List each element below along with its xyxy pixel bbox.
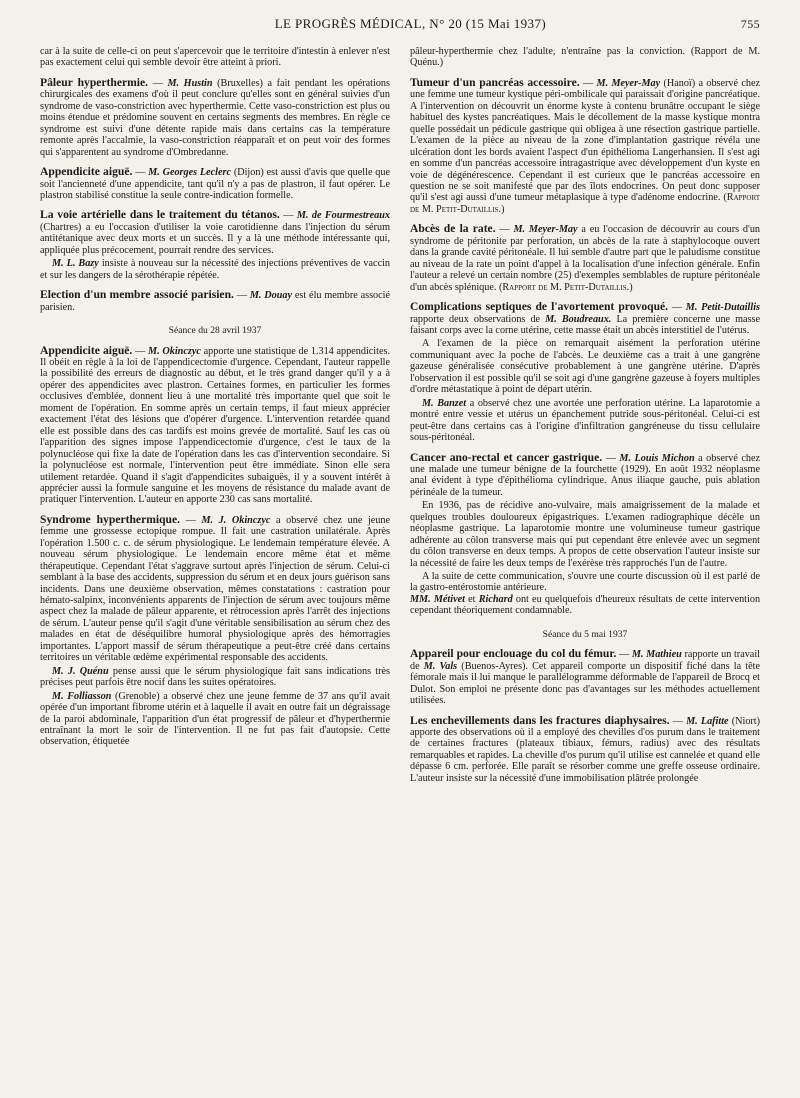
section-pancreas-accessoire: Tumeur d'un pancréas accessoire. — M. Meyer-May (Hanoï) a observé chez une femme une tumeur kystique péri-ombilicale qui paraissait d'origine pancréatique. A l'intervention on découvrit un énorme kyste à contenu brunâtre occupant le siège habituel des kystes pancréatiques. Mais le décollement de la masse kystique montra quelle possédait un pédicule gastrique qui obligea à une résection gastrique partielle. L'examen de la pièce au niveau de la zone d'implantation gastrique révéla une ulcération dont les bords avaient l'aspect d'un épithélioma Langerhansien. Il s'est agi en somme d'un pancréas accessoire intragastrique avec développement d'un kyste en voie de dégénérescence. Cependant il est curieux que le pancréas accessoire en question ne se soit manifesté que par des îlots endocrines. On peut donc supposer qu'il s'est agi aussi d'une tumeur métaplasique à type d'adénome endocrine. (Rapport de M. Petit-Dutaillis.) bbox=[410, 75, 761, 215]
page-header bbox=[40, 16, 760, 38]
section-avortement: Complications septiques de l'avortement provoqué. — M. Petit-Dutaillis rapporte deux observations de M. Boudreaux. La première concerne une masse faisant corps avec la corne utérine, cette masse était un abcès interstitiel de l'utérus. A l'examen de la pièce on remarquait aisément la perforation utérine communiquant avec la poche de l'abcès. Le deuxième cas a trait à une gangrène gazeuse généralisée consécutive probablement à une gangrène utérine. D'après l'observation il est possible qu'il se soit agi d'une gangrène gazeuse à foyers multiples d'ordre métastatique à point de départ utérin. M. Banzet a observé chez une avortée une perforation utérine. La laparotomie a montré entre vessie et utérus un épanchement putride sous-péritonéal. Celui-ci est peut-être dans certains cas à l'origine d'infiltration gangréneuse du tissu cellulaire sous-péritonéal. bbox=[410, 300, 761, 444]
author-name: M. J. Okinczyc bbox=[201, 514, 271, 526]
section-body: insiste à nouveau sur la nécessité des injections préventives de vaccin et sur les dangers de la sérothérapie répétée. bbox=[40, 258, 391, 281]
section-body: a observé chez une avortée une perforation utérine. La laparotomie a montré entre vessie et utérus un épanchement putride sous-péritonéal. Celui-ci est peut-être dans certains cas à l'origine d'infiltration gangréneuse du tissu cellulaire sous-péritonéal. bbox=[410, 397, 761, 444]
section-body: (Hanoï) a observé chez une femme une tumeur kystique péri-ombilicale qui paraissait d'origine pancréatique. A l'intervention on découvrit un énorme kyste à contenu brunâtre occupant le siège habituel des kystes pancréatiques. Mais le décollement de la masse kystique montra quelle possédait un pédicule gastrique qui obligea à une résection gastrique partielle. L'examen de la pièce au niveau de la zone d'implantation gastrique révéla une ulcération dont les bords avaient l'aspect d'un épithélioma Langerhansien. Il s'est agi en somme d'un pancréas accessoire intragastrique avec développement d'un kyste en voie de dégénérescence. Cependant il est curieux que le pancréas accessoire en question ne se soit manifesté que par des îlots endocrines. On peut donc supposer qu'il s'est agi aussi d'une tumeur métaplasique à type d'adénome endocrine. bbox=[410, 77, 761, 204]
section-body: (Chartres) a eu l'occasion d'utiliser la voie carotidienne dans l'injection du sérum antitétanique avec deux morts et un succès. Il y a là une méthode intéressante qui, appliquée plus précocement, pourrait rendre des services. bbox=[40, 221, 390, 256]
author-name: M. Vals bbox=[423, 660, 458, 672]
section-heading: Complications septiques de l'avortement provoqué. bbox=[410, 300, 669, 314]
section-enclouage-femur: Appareil pour enclouage du col du fémur. — M. Mathieu rapporte un travail de M. Vals (Buenos-Ayres). Cet appareil comporte un dispositif fiché dans la tête fémorale mais il lui manque le parallélogramme déformable de l'appareil de Brocq et Dulot. Son emploi ne présente donc pas d'avantages sur les méthodes actuellement utilisées. bbox=[410, 647, 761, 707]
section-appendicite-leclerc: Appendicite aiguë. — M. Georges Leclerc (Dijon) est aussi d'avis que quelle que soit l'ancienneté d'une appendicite, tant qu'il n'y a pas de plastron, il faut opérer. Le plastron stabilisé constitue la seule contre-indication formelle. bbox=[40, 165, 390, 201]
page-number: 755 bbox=[740, 17, 760, 31]
author-name: M. Douay bbox=[249, 290, 293, 302]
seance-date: Séance du 5 mai 1937 bbox=[542, 628, 628, 640]
author-name: M. Petit-Dutaillis bbox=[685, 302, 761, 314]
section-body: est élu membre associé parisien. bbox=[40, 290, 391, 313]
section-heading: Election d'un membre associé parisien. bbox=[40, 288, 234, 302]
section-heading: Appareil pour enclouage du col du fémur. bbox=[410, 647, 617, 661]
section-election: Election d'un membre associé parisien. — M. Douay est élu membre associé parisien. bbox=[40, 288, 391, 313]
report-note: (Rapport de M. Petit-Dutaillis.) bbox=[498, 281, 633, 293]
section-paleur-hyperthermie: Pâleur hyperthermie. — M. Hustin (Bruxelles) a fait pendant les opérations chirurgicales des examens d'où il peut conclure qu'elles sont en général suivies d'un syndrome de vaso-constriction avec hyperthermie. Cette vaso-constriction est plus ou moins étendue et prédomine souvent en certains segments des membres. En règle ce syndrome est suivi d'une détente rapide mais dans certains cas la température remonte après l'accalmie, la vaso-constriction réapparaît et on peut voir des formes qui s'apparentent au syndrome d'Ombredanne. bbox=[40, 75, 390, 158]
section-heading: Appendicite aiguë. bbox=[40, 165, 133, 179]
section-heading: Appendicite aiguë. bbox=[40, 343, 133, 357]
section-heading: Cancer ano-rectal et cancer gastrique. bbox=[410, 450, 603, 464]
section-body: et bbox=[468, 593, 476, 605]
continued-text: pâleur-hyperthermie chez l'adulte, n'entraîne pas la conviction. (Rapport de M. Quénu.) bbox=[410, 46, 760, 69]
section-body: En 1936, pas de récidive ano-vulvaire, mais amaigrissement de la malade et quelques troubles douloureux épigastriques. L'examen radiographique décèle un néoplasme gastrique. La laparotomie montre une volumineuse tumeur gastrique adhérente au côlon transverse mais qui put cependant être enlevée avec un segment du côlon transverse en deux temps. A propos de cette observation l'auteur insiste sur la nécessité de faire les deux temps de l'exérèse très rapprochés l'un de l'autre. bbox=[410, 500, 760, 569]
section-body: ont eu quelquefois d'heureux résultats de cette intervention cependant théoriquement condamnable. bbox=[410, 593, 761, 617]
section-heading: Syndrome hyperthermique. bbox=[40, 512, 181, 526]
report-note: (Rapport de M. Petit-Dutaillis.) bbox=[410, 192, 761, 215]
section-heading: Pâleur hyperthermie. bbox=[40, 75, 149, 89]
author-name: M. de Fourmestreaux bbox=[296, 210, 390, 222]
section-body: A la suite de cette communication, s'ouvre une courte discussion où il est parlé de la gastro-entérostomie antérieure. bbox=[410, 571, 760, 594]
author-name: M. Georges Leclerc bbox=[148, 167, 232, 179]
section-heading: Abcès de la rate. bbox=[410, 222, 496, 236]
seance-date: Séance du 28 avril 1937 bbox=[168, 325, 262, 337]
author-name: M. Mathieu bbox=[631, 649, 682, 661]
section-body: a eu l'occasion de découvrir au cours d'un syndrome de péritonite par perforation, un abcès de la rate à staphylocoque ouvert dans la grande cavité péritonéale. Il lui semble d'autre part que le paludisme constitue au niveau de la rate un point d'appel à la localisation d'une infection générale. Enfin l'auteur a relevé un certain nombre (25) d'exemples semblables de rupture péritonéale d'un abcès splénique. bbox=[410, 224, 761, 293]
section-body: (Dijon) est aussi d'avis que quelle que soit l'ancienneté d'une appendicite, tant qu'il n'y a pas de plastron, il faut opérer. Le plastron stabilisé constitue la seule contre-indication formelle. bbox=[40, 167, 390, 201]
section-body: A l'examen de la pièce on remarquait aisément la perforation utérine communiquant avec la poche de l'abcès. Le deuxième cas a trait à une gangrène gazeuse généralisée consécutive probablement à une gangrène utérine. D'après l'observation il est possible qu'il se soit agi d'une gangrène gazeuse à foyers multiples d'ordre métastatique à point de départ utérin. bbox=[410, 338, 760, 396]
section-body: (Niort) apporte des observations où il a employé des chevilles d'os purum dans le traitement de certaines fractures (plateaux tibiaux, fémurs, radius) avec des résultats remarquables et rapides. La cheville d'os purum qu'il utilise est cannelée et quand elle dépasse 6 cm. perforée. Elle paraît se résorber comme une greffe osseuse ordinaire. L'auteur insiste sur la nécessité d'une immobilisation plâtrée prolongée bbox=[410, 715, 761, 784]
author-name: M. L. Bazy bbox=[52, 258, 99, 270]
author-name: M. Louis Michon bbox=[619, 452, 695, 464]
author-name: M. Hustin bbox=[167, 77, 213, 89]
author-name: M. Meyer-May bbox=[513, 224, 578, 236]
section-abces-rate: Abcès de la rate. — M. Meyer-May a eu l'occasion de découvrir au cours d'un syndrome de péritonite par perforation, un abcès de la rate à staphylocoque ouvert dans la grande cavité péritonéale. Il lui semble d'autre part que le paludisme constitue au niveau de la rate un point d'appel à la localisation d'une infection générale. Enfin l'auteur a relevé un certain nombre (25) d'exemples semblables de rupture péritonéale d'un abcès splénique. (Rapport de M. Petit-Dutaillis.) bbox=[410, 222, 761, 293]
left-column bbox=[40, 46, 390, 784]
author-name: M. J. Quénu bbox=[52, 665, 109, 677]
author-name: M. Lafitte bbox=[686, 715, 729, 727]
section-body: La première concerne une masse faisant corps avec la corne utérine, cette masse était un abcès interstitiel de l'utérus. bbox=[410, 313, 761, 336]
two-column-body bbox=[40, 46, 760, 784]
author-name: M. Boudreaux. bbox=[545, 313, 612, 325]
author-name: Richard bbox=[478, 593, 513, 605]
section-syndrome-hyperthermique: Syndrome hyperthermique. — M. J. Okinczyc a observé chez une jeune femme une grossesse ectopique rompue. Il fait une castration unilatérale. Après l'opération 1.500 c. c. de sérum physiologique. Le lendemain température élevée. A nouveau sérum physiologique. Le lendemain encore même état et même thérapeutique. Cependant l'état s'aggrave surtout après l'injection de sérum. Celui-ci semblant à la base des accidents, suppression du sérum et en deux jours guérison sans incidents. Dans une deuxième observation, mêmes constatations : castration pour hémato-salpinx, inconvénients apparents de l'injection de sérum avec toujours même aspect chez la malade de pâleur apparente, et rétrocession après l'arrêt des injections de sérum. L'auteur pense qu'il s'agit d'une véritable sensibilisation au sérum chez des malades en état de déséquilibre humoral physiologique après des hémorragies importantes. L'apport massif de sérum thérapeutique a peut-être créé dans certains territoires un véritable œdème expérimental responsable des accidents. M. J. Quénu pense aussi que le sérum physiologique fait sans indications très précises peut parfois être nocif dans les suites opératoires. M. Folliasson (Grenoble) a observé chez une jeune femme de 37 ans qu'il avait opérée d'un important fibrome utérin et à laquelle il avait en outre fait un dégraissage de la paroi abdominale, l'apparition d'un état progressif de pâleur et d'hyperthermie entraînant la mort le soir de l'intervention. Il ne fut pas fait d'autopsie. Cette observation, étiquetée bbox=[40, 512, 391, 748]
section-body: (Buenos-Ayres). Cet appareil comporte un dispositif fiché dans la tête fémorale mais il lui manque le parallélogramme déformable de l'appareil de Brocq et Dulot. Son emploi ne présente donc pas d'avantages sur les méthodes actuellement utilisées. bbox=[410, 660, 761, 707]
section-body: a observé chez une malade une tumeur bénigne de la fourchette (1929). En août 1932 néoplasme anal évident à type d'épithélioma cylindrique. Anus iliaque gauche, puis ablation périnéale de la tumeur. bbox=[410, 452, 761, 498]
section-body: rapporte deux observations de bbox=[410, 313, 541, 325]
section-body: a observé chez une jeune femme une grossesse ectopique rompue. Il fait une castration unilatérale. Après l'opération 1.500 c. c. de sérum physiologique. Le lendemain température élevée. A nouveau sérum physiologique. Le lendemain encore même état et même thérapeutique. Cependant l'état s'aggrave surtout après l'injection de sérum. Celui-ci semblant à la base des accidents, suppression du sérum et en deux jours guérison sans incidents. Dans une deuxième observation, mêmes constatations : castration pour hémato-salpinx, inconvénients apparents de l'injection de sérum avec toujours même aspect chez la malade de pâleur apparente, et rétrocession après l'arrêt des injections de sérum. L'auteur pense qu'il s'agit d'une véritable sensibilisation au sérum chez des malades en état de déséquilibre humoral physiologique après des hémorragies importantes. L'apport massif de sérum thérapeutique a peut-être créé dans certains territoires un véritable œdème expérimental responsable des accidents. bbox=[40, 514, 391, 664]
section-enchevillements: Les enchevillements dans les fractures diaphysaires. — M. Lafitte (Niort) apporte des observations où il a employé des chevilles d'os purum dans le traitement de certaines fractures (plateaux tibiaux, fémurs, radius) avec des résultats remarquables et rapides. La cheville d'os purum qu'il utilise est cannelée et quand elle dépasse 6 cm. perforée. Elle paraît se résorber comme une greffe osseuse ordinaire. L'auteur insiste sur la nécessité d'une immobilisation plâtrée prolongée bbox=[410, 713, 761, 784]
author-name: M. Folliasson bbox=[52, 690, 112, 702]
author-name: MM. Métivet bbox=[410, 593, 465, 605]
section-heading: Les enchevillements dans les fractures diaphysaires. bbox=[410, 713, 670, 727]
author-name: M. Banzet bbox=[422, 397, 467, 409]
section-voie-arterielle: La voie artérielle dans le traitement du tétanos. — M. de Fourmestreaux (Chartres) a eu l'occasion d'utiliser la voie carotidienne dans l'injection du sérum antitétanique avec deux morts et un succès. Il y a là une méthode intéressante qui, appliquée plus précocement, pourrait rendre des services. M. L. Bazy insiste à nouveau sur la nécessité des injections préventives de vaccin et sur les dangers de la sérothérapie répétée. bbox=[40, 208, 391, 281]
journal-title: LE PROGRÈS MÉDICAL, N° 20 (15 Mai 1937) bbox=[274, 16, 547, 31]
section-body: (Grenoble) a observé chez une jeune femme de 37 ans qu'il avait opérée d'un important fibrome utérin et à laquelle il avait en outre fait un dégraissage de la paroi abdominale, l'apparition d'un état progressif de pâleur et d'hyperthermie entraînant la mort le soir de l'intervention. Il ne fut pas fait d'autopsie. Cette observation, étiquetée bbox=[40, 690, 391, 748]
right-column bbox=[410, 46, 760, 784]
section-body: (Bruxelles) a fait pendant les opérations chirurgicales des examens d'où il peut conclure qu'elles sont en général suivies d'un syndrome de vaso-constriction avec hyperthermie. Cette vaso-constriction est plus ou moins étendue et prédomine souvent en certains segments des membres. En règle ce syndrome est suivi d'une détente rapide mais dans certains cas la température remonte après l'accalmie, la vaso-constriction réapparaît et on peut voir des formes qui s'apparentent au syndrome d'Ombredanne. bbox=[40, 77, 390, 158]
section-body: apporte une statistique de 1.314 appendicites. Il obéit en règle à la loi de l'appendicectomie d'urgence. Cependant, l'auteur rappelle la possibilité des erreurs de diagnostic au début, et le très grand danger qu'il y a à opérer des appendicites avec plastron. Certaines formes, en particulier les formes occlusives d'emblée, donnent lieu à une mortalité très importante quel que soit le moment de l'opération. En somme après un certain temps, il faut mieux apprécier exactement l'état des lésions que d'opérer d'urgence. L'intervention retardée quand elle est possible dans des cas tardifs est moins grevée de mortalité. Sauf les cas où l'apparition des signes impose l'appendicectomie d'urgence, c'est le taux de la polynucléose qui fixe la date de l'opération dans les cas d'intervention secondaire. Si la polynucléose est normale, l'intervention peut être immédiate. Sinon elle sera utilement retardée. Quand il s'agit d'appendicites subaiguës, il y a souvent intérêt à apprécier aussi la formule sanguine et les moyens de résistance du malade avant de pratiquer l'intervention. L'auteur en apporte 230 cas sans mortalité. bbox=[40, 345, 390, 506]
section-body: pense aussi que le sérum physiologique fait sans indications très précises peut parfois être nocif dans les suites opératoires. bbox=[40, 665, 391, 689]
section-appendicite-okinczyc: Appendicite aiguë. — M. Okinczyc apporte une statistique de 1.314 appendicites. Il obéit en règle à la loi de l'appendicectomie d'urgence. Cependant, l'auteur rappelle la possibilité des erreurs de diagnostic au début, et le très grand danger qu'il y a à opérer des appendicites avec plastron. Certaines formes, en particulier les formes occlusives d'emblée, donnent lieu à une mortalité très importante quel que soit le moment de l'opération. En somme après un certain temps, il faut mieux apprécier exactement l'état des lésions que d'opérer d'urgence. L'intervention retardée quand elle est possible dans des cas tardifs est moins grevée de mortalité. Sauf les cas où l'apparition des signes impose l'appendicectomie d'urgence, c'est le taux de la polynucléose qui fixe la date de l'opération dans les cas d'intervention secondaire. Si la polynucléose est normale, l'intervention peut être immédiate. Sinon elle sera utilement retardée. Quand il s'agit d'appendicites subaiguës, il y a souvent intérêt à apprécier aussi la formule sanguine et les moyens de résistance du malade avant de pratiquer l'intervention. L'auteur en apporte 230 cas sans mortalité. bbox=[40, 343, 390, 506]
section-heading: La voie artérielle dans le traitement du tétanos. bbox=[40, 208, 280, 222]
author-name: M. Meyer-May bbox=[596, 77, 661, 89]
section-cancer-ano-rectal: Cancer ano-rectal et cancer gastrique. — M. Louis Michon a observé chez une malade une tumeur bénigne de la fourchette (1929). En août 1932 néoplasme anal évident à type d'épithélioma cylindrique. Anus iliaque gauche, puis ablation périnéale de la tumeur. En 1936, pas de récidive ano-vulvaire, mais amaigrissement de la malade et quelques troubles douloureux épigastriques. L'examen radiographique décèle un néoplasme gastrique. La laparotomie montre une volumineuse tumeur gastrique adhérente au côlon transverse mais qui put cependant être enlevée avec un segment du côlon transverse en deux temps. A propos de cette observation l'auteur insiste sur la nécessité de faire les deux temps de l'exérèse très rapprochés l'un de l'autre. A la suite de cette communication, s'ouvre une courte discussion où il est parlé de la gastro-entérostomie antérieure. MM. Métivet et Richard ont eu quelquefois d'heureux résultats de cette intervention cependant théoriquement condamnable. bbox=[410, 450, 761, 617]
section-heading: Tumeur d'un pancréas accessoire. bbox=[410, 75, 580, 89]
author-name: M. Okinczyc bbox=[148, 345, 201, 357]
section-body: rapporte un travail de bbox=[410, 649, 760, 672]
continued-text: car à la suite de celle-ci on peut s'apercevoir que le territoire d'intestin à enlever n'est pas exactement celui qui semble devoir être atteint à priori. bbox=[40, 46, 390, 69]
